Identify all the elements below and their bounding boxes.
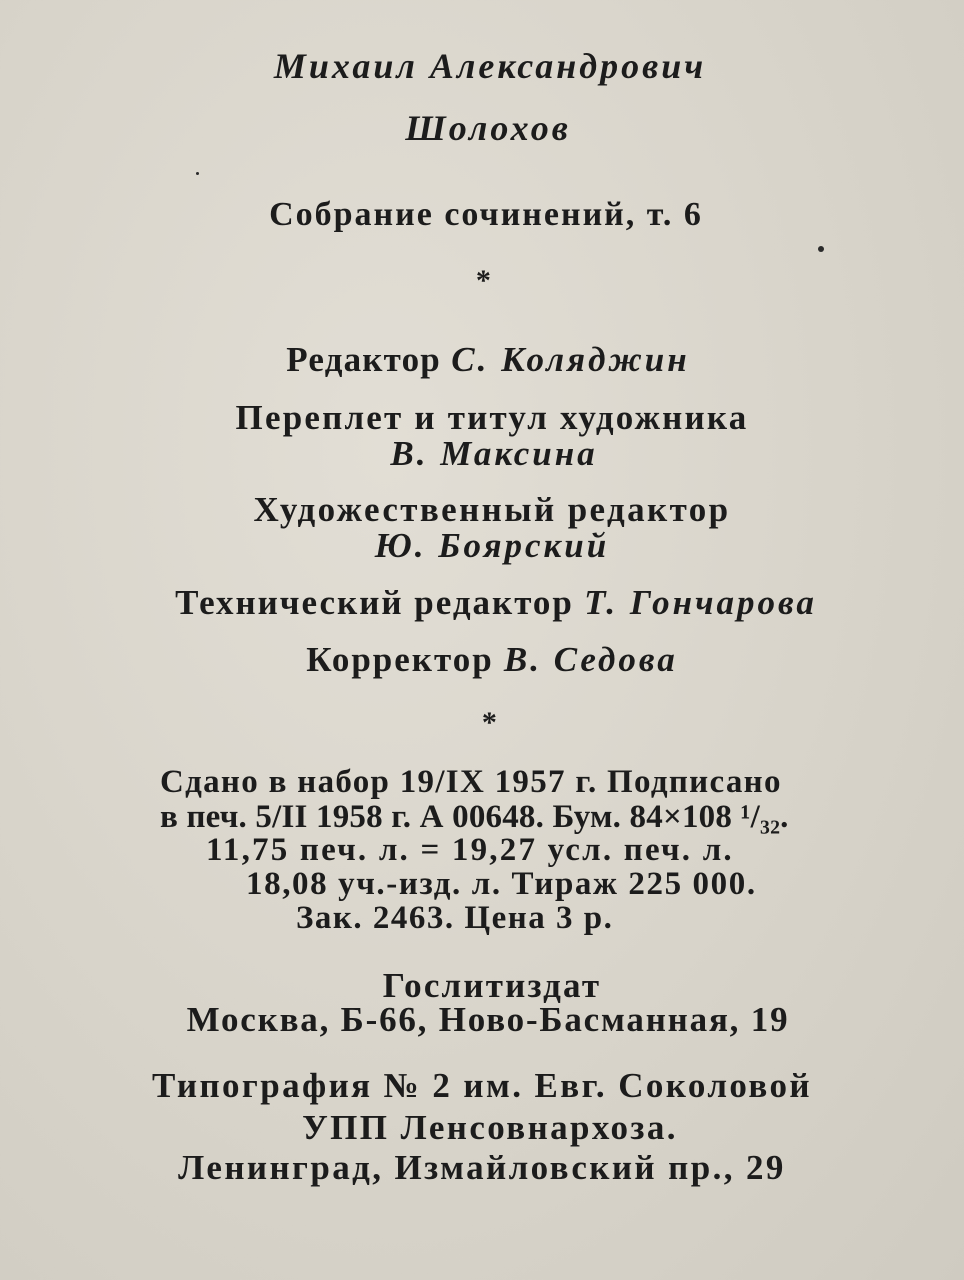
editor-label: Редактор xyxy=(286,340,441,379)
author-name-patronymic: Михаил Александрович xyxy=(273,46,707,86)
editor-name: С. Коляджин xyxy=(451,340,690,379)
author-surname: Шолохов xyxy=(405,108,571,148)
divider-asterisk: * xyxy=(475,264,493,297)
publisher-address: Москва, Б-66, Ново-Басманная, 19 xyxy=(186,1000,790,1039)
editor-credit xyxy=(6,342,964,377)
art-editor-name: Ю. Боярский xyxy=(374,526,610,565)
imprint-line-5: Зак. 2463. Цена 3 р. xyxy=(296,900,614,936)
binding-name: В. Максина xyxy=(390,434,598,473)
paper-speck xyxy=(196,172,199,175)
tech-editor-label: Технический редактор xyxy=(175,583,574,622)
paper-speck xyxy=(818,246,824,252)
binding-label: Переплет и титул художника xyxy=(235,398,749,437)
proofreader-name: В. Седова xyxy=(503,640,678,679)
imprint-line-3: 11,75 печ. л. = 19,27 усл. печ. л. xyxy=(206,832,734,868)
publisher-name: Гослитиздат xyxy=(382,966,602,1005)
tech-editor-credit xyxy=(14,585,964,620)
printer-line-3: Ленинград, Измайловский пр., 29 xyxy=(178,1148,786,1187)
imprint-line-2: в печ. 5/II 1958 г. А 00648. Бум. 84×108 ¹/₃₂. xyxy=(160,799,789,835)
collection-title: Собрание сочинений, т. 6 xyxy=(269,196,703,233)
proofreader-label: Корректор xyxy=(306,640,494,679)
divider-asterisk-2: * xyxy=(481,706,499,739)
imprint-line-4: 18,08 уч.-изд. л. Тираж 225 000. xyxy=(246,866,757,902)
printer-line-2: УПП Ленсовнархоза. xyxy=(302,1108,678,1147)
proofreader-credit xyxy=(10,642,964,677)
printer-line-1: Типография № 2 им. Евг. Соколовой xyxy=(152,1066,812,1105)
tech-editor-name: Т. Гончарова xyxy=(584,583,817,622)
imprint-line-1: Сдано в набор 19/IX 1957 г. Подписано xyxy=(160,764,782,800)
art-editor-label: Художественный редактор xyxy=(253,490,731,529)
